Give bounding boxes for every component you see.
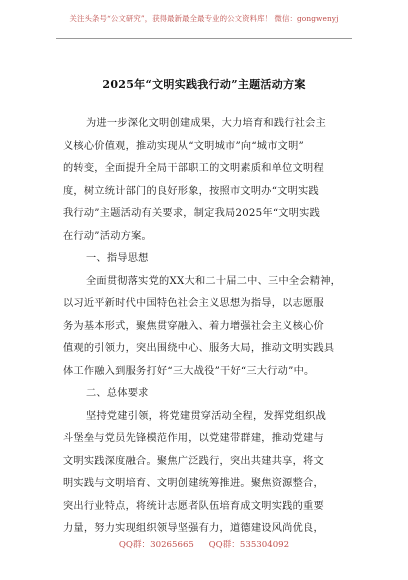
footer-contact: [0, 538, 408, 550]
paragraph-line: 义核心价值观，推动实现从“文明城市”向“城市文明”: [63, 140, 305, 152]
header-banner: 关注头条号“公文研究”，获得最新最全最专业的公文资料库！ 微信：gongwenyj: [69, 14, 339, 23]
footer-qq-group-1: QQ群：30265665: [118, 540, 194, 550]
paragraph-line: 以习近平新时代中国特色社会主义思想为指导，以志愿服: [63, 298, 324, 309]
paragraph-line: 的转变，全面提升全局干部职工的文明素质和单位文明程: [63, 163, 324, 174]
paragraph-line: 体工作融入到服务打好“三大战役”干好“三大行动”中。: [63, 365, 315, 377]
paragraph-line: 突出行业特点，将统计志愿者队伍培育成文明实践的重要: [63, 500, 324, 512]
paragraph-line: 值观的引领力，突出围绕中心、服务大局，推动文明实践具: [63, 343, 335, 354]
paragraph-line: 我行动”主题活动有关要求，制定我局2025年“文明实践: [63, 208, 321, 219]
paragraph-line: 斗堡垒与党员先锋模范作用，以党建带群建，推动党建与: [63, 433, 324, 444]
paragraph-line: 度，树立统计部门的良好形象，按照市文明办“文明实践: [63, 185, 319, 197]
paragraph-line: 坚持党建引领，将党建贯穿活动全程，发挥党组织战: [86, 410, 327, 422]
header-divider: [56, 38, 352, 39]
paragraph-line: 全面贯彻落实党的XX大和二十届二中、三中全会精神，: [86, 275, 342, 287]
paragraph-line: 明实践与文明培育、文明创建统筹推进。聚焦资源整合，: [63, 478, 324, 489]
paragraph-line: 务为基本形式，聚焦贯穿融入、着力增强社会主义核心价: [63, 320, 324, 332]
footer-qq-group-2: QQ群：535304092: [208, 540, 290, 550]
paragraph-line: 力量，努力实现组织领导坚强有力，道德建设风尚优良，: [63, 523, 324, 534]
section-heading: 二、总体要求: [86, 388, 149, 399]
section-heading: 一、指导思想: [86, 253, 149, 264]
document-title: 2025年“文明实践我行动”主题活动方案: [102, 78, 306, 91]
paragraph-line: 文明实践深度融合。聚焦广泛践行，突出共建共享，将文: [63, 455, 324, 467]
paragraph-line: 为进一步深化文明创建成果，大力培育和践行社会主: [86, 118, 327, 129]
paragraph-line: 在行动”活动方案。: [63, 230, 152, 242]
